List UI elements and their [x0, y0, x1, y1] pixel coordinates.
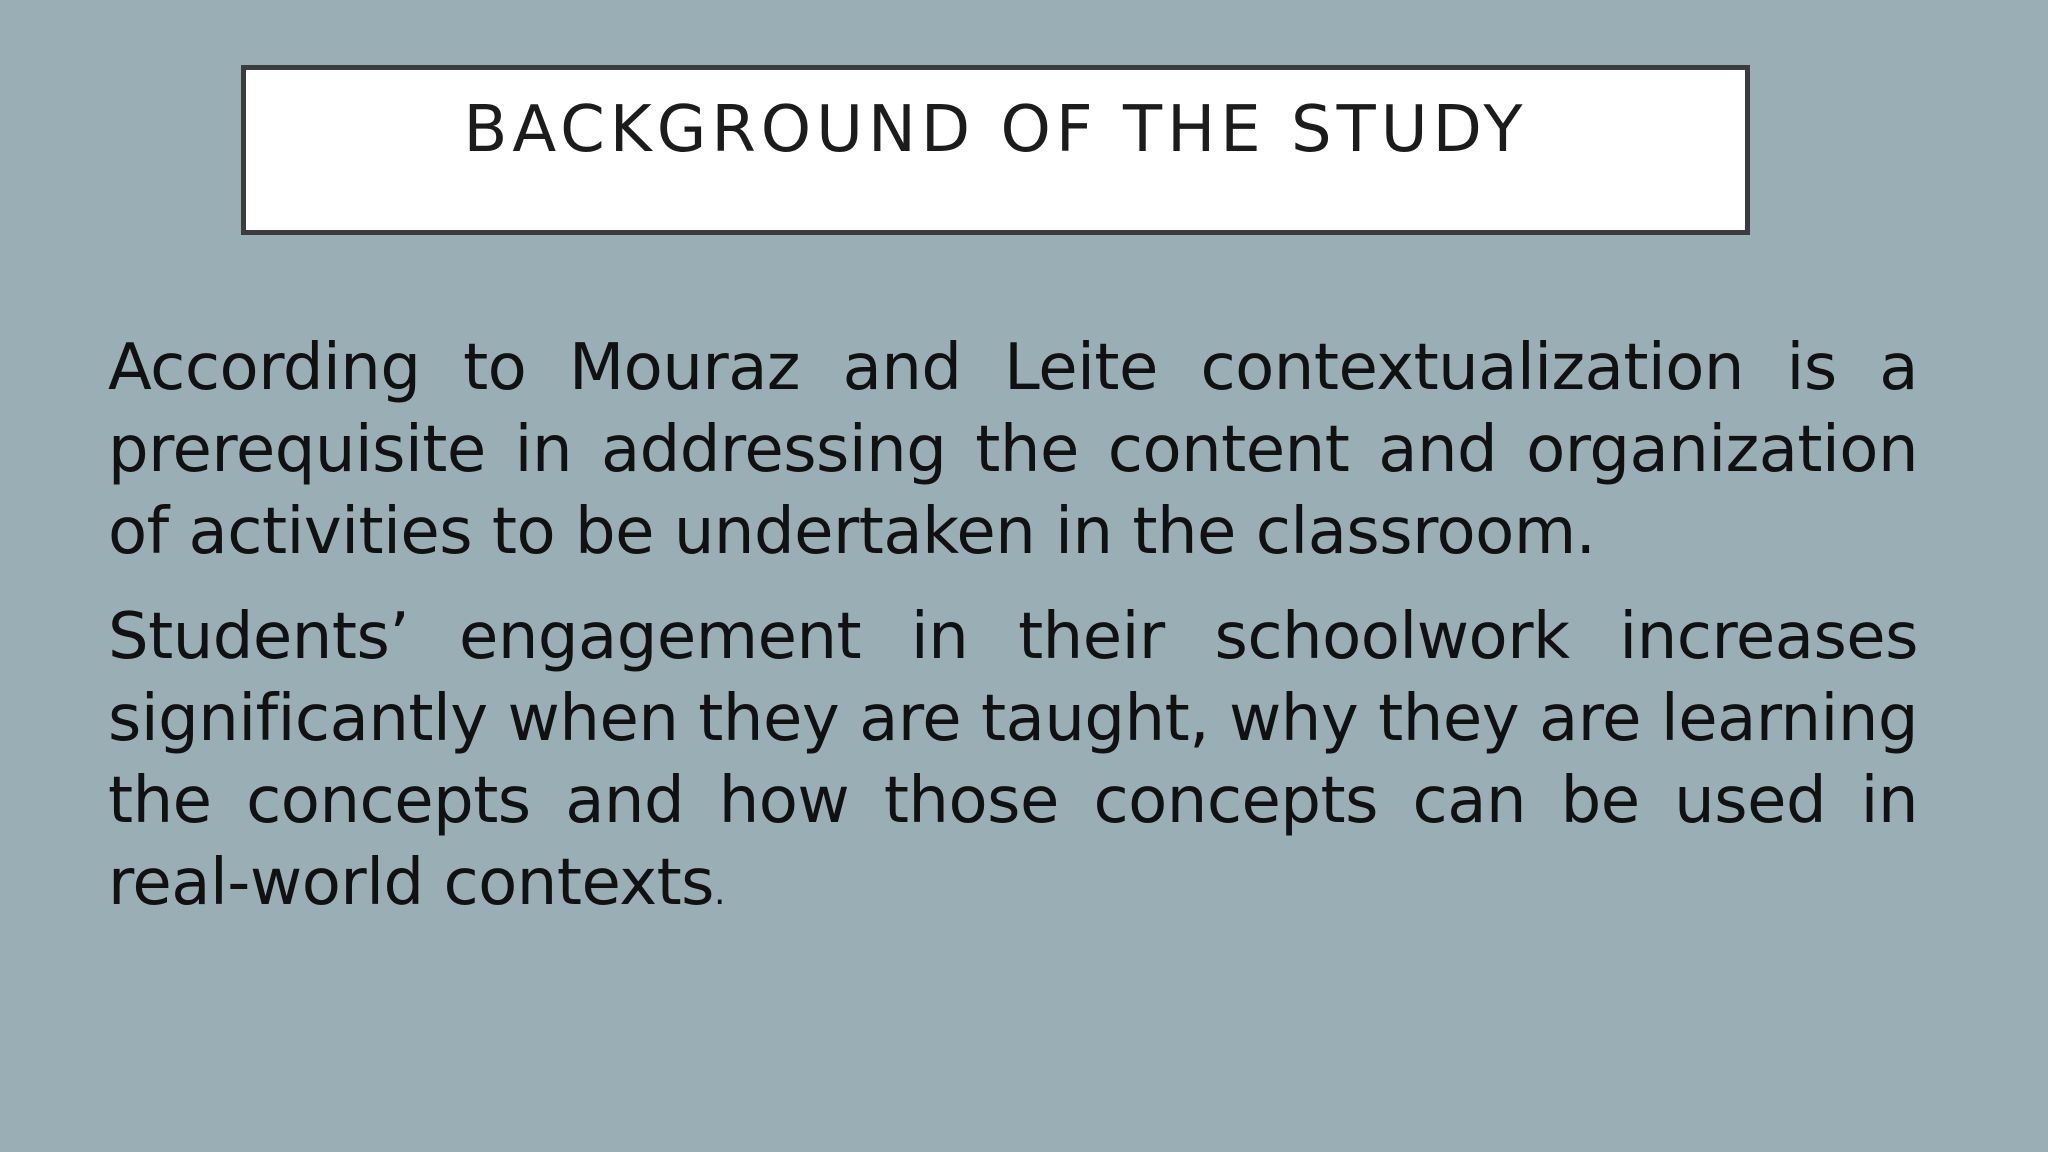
paragraph-engagement [108, 596, 1918, 934]
paragraph-engagement-period: . [714, 872, 725, 913]
paragraph-engagement-text: Students’ engagement in their schoolwork increases significantly when they are taught, why they are learning the concepts and how those concepts can be used in real-world contexts [108, 600, 1918, 920]
paragraph-contextualization-text: According to Mouraz and Leite contextualization is a prerequisite in addressing the content and organization of activities to be undertaken in the classroom. [108, 331, 1918, 569]
slide-title: BACKGROUND OF THE STUDY [463, 93, 1528, 167]
title-box [241, 65, 1750, 235]
slide-body [108, 327, 1918, 934]
paragraph-contextualization [108, 327, 1918, 573]
